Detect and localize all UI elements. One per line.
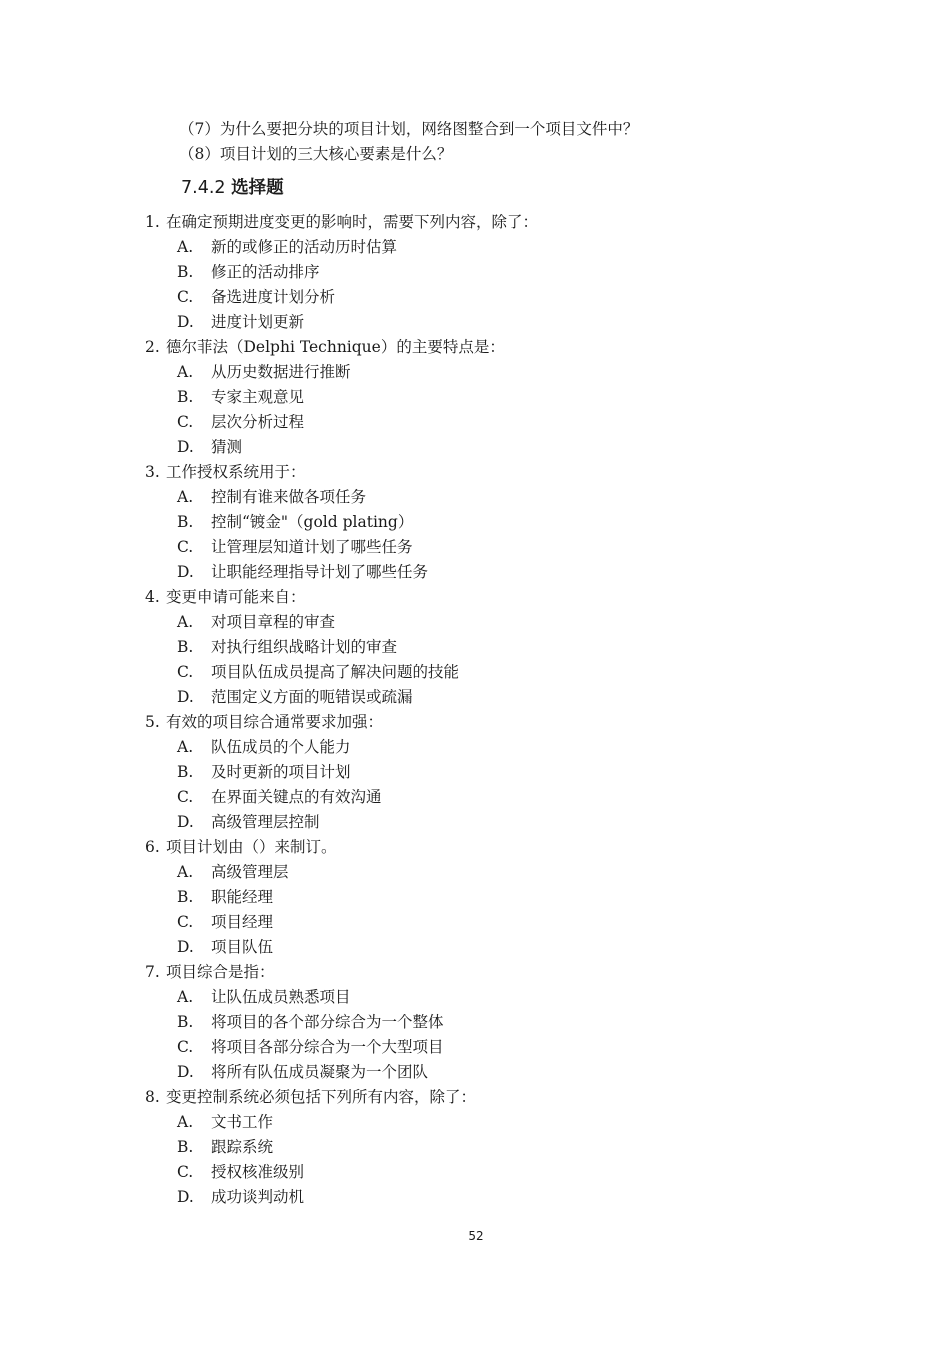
option-text: 猜测 [211,438,243,456]
option-text: 将项目的各个部分综合为一个整体 [211,1013,444,1031]
answer-option [0,1010,952,1035]
option-text: 专家主观意见 [211,388,305,406]
answer-option [0,1185,952,1210]
option-text: 对项目章程的审查 [211,613,336,631]
option-text: 职能经理 [211,888,274,906]
option-text: 高级管理层 [211,863,289,881]
answer-option [0,610,952,635]
answer-option [0,1160,952,1185]
question-stem [0,960,952,985]
option-text: 项目队伍成员提高了解决问题的技能 [211,663,460,681]
question-text: 项目计划由（）来制订。 [166,838,337,856]
question-item [0,960,952,1085]
question-text: 工作授权系统用于： [166,463,306,481]
answer-option [0,860,952,885]
answer-option [0,1110,952,1135]
answer-option [0,435,952,460]
question-number: 5. [145,713,160,731]
option-letter: C. [177,538,194,556]
option-text: 范围定义方面的呃错误或疏漏 [211,688,413,706]
option-letter: A. [177,488,194,506]
option-text: 将所有队伍成员凝聚为一个团队 [211,1063,429,1081]
question-number: 2. [145,338,160,356]
answer-option [0,685,952,710]
option-text: 授权核准级别 [211,1163,305,1181]
option-text: 备选进度计划分析 [211,288,336,306]
section-number: 7.4.2 [181,178,226,198]
answer-option [0,1060,952,1085]
question-number: 6. [145,838,160,856]
option-letter: D. [177,438,194,456]
answer-option [0,510,952,535]
question-item [0,835,952,960]
option-letter: B. [177,638,194,656]
answer-option [0,935,952,960]
answer-option [0,310,952,335]
option-letter: B. [177,763,194,781]
option-text: 让管理层知道计划了哪些任务 [211,538,413,556]
question-stem [0,460,952,485]
question-text: 变更控制系统必须包括下列所有内容，除了： [166,1088,477,1106]
page-number: 52 [468,1229,484,1243]
option-letter: D. [177,688,194,706]
question-list [0,210,952,1210]
answer-option [0,985,952,1010]
answer-option [0,410,952,435]
option-text: 队伍成员的个人能力 [211,738,351,756]
answer-option [0,260,952,285]
option-letter: B. [177,263,194,281]
answer-option [0,235,952,260]
option-letter: B. [177,513,194,531]
section-title: 选择题 [231,178,284,198]
answer-option [0,535,952,560]
option-text: 在界面关键点的有效沟通 [211,788,382,806]
option-text: 将项目各部分综合为一个大型项目 [211,1038,444,1056]
answer-option [0,735,952,760]
option-text: 控制有谁来做各项任务 [211,488,367,506]
answer-option [0,810,952,835]
answer-option [0,660,952,685]
option-letter: C. [177,913,194,931]
question-stem [0,710,952,735]
question-stem [0,835,952,860]
option-letter: A. [177,988,194,1006]
option-text: 让队伍成员熟悉项目 [211,988,351,1006]
option-letter: C. [177,788,194,806]
question-item [0,710,952,835]
question-stem [0,585,952,610]
answer-option [0,760,952,785]
option-letter: C. [177,1038,194,1056]
question-text: 德尔菲法（Delphi Technique）的主要特点是： [166,338,505,356]
question-number: 3. [145,463,160,481]
option-text: 新的或修正的活动历时估算 [211,238,398,256]
option-letter: B. [177,888,194,906]
question-stem [0,210,952,235]
option-letter: D. [177,1063,194,1081]
answer-option [0,885,952,910]
question-stem [0,335,952,360]
answer-option [0,1135,952,1160]
option-letter: A. [177,1113,194,1131]
answer-option [0,560,952,585]
question-item [0,585,952,710]
option-letter: B. [177,1138,194,1156]
question-number: 8. [145,1088,160,1106]
option-letter: C. [177,1163,194,1181]
option-text: 从历史数据进行推断 [211,363,351,381]
intro-question-7: （7）为什么要把分块的项目计划，网络图整合到一个项目文件中？ [179,120,639,138]
question-number: 1. [145,213,160,231]
option-letter: C. [177,288,194,306]
option-text: 对执行组织战略计划的审查 [211,638,398,656]
question-number: 4. [145,588,160,606]
option-text: 跟踪系统 [211,1138,274,1156]
option-letter: C. [177,413,194,431]
answer-option [0,360,952,385]
option-letter: D. [177,813,194,831]
answer-option [0,385,952,410]
question-text: 变更申请可能来自： [166,588,306,606]
option-text: 及时更新的项目计划 [211,763,351,781]
option-letter: A. [177,613,194,631]
answer-option [0,1035,952,1060]
option-letter: A. [177,863,194,881]
option-letter: A. [177,738,194,756]
option-text: 进度计划更新 [211,313,305,331]
option-letter: D. [177,1188,194,1206]
section-heading [181,176,284,200]
question-text: 项目综合是指： [166,963,275,981]
option-text: 高级管理层控制 [211,813,320,831]
option-text: 让职能经理指导计划了哪些任务 [211,563,429,581]
option-letter: D. [177,313,194,331]
option-text: 修正的活动排序 [211,263,320,281]
answer-option [0,285,952,310]
option-text: 项目队伍 [211,938,274,956]
option-letter: D. [177,563,194,581]
question-number: 7. [145,963,160,981]
option-letter: A. [177,363,194,381]
option-text: 成功谈判动机 [211,1188,305,1206]
option-text: 控制“镀金"（gold plating） [211,513,414,531]
intro-question-8: （8）项目计划的三大核心要素是什么？ [179,145,453,163]
answer-option [0,485,952,510]
question-item [0,1085,952,1210]
option-text: 文书工作 [211,1113,274,1131]
question-text: 有效的项目综合通常要求加强： [166,713,384,731]
option-letter: A. [177,238,194,256]
question-stem [0,1085,952,1110]
question-text: 在确定预期进度变更的影响时，需要下列内容，除了： [166,213,539,231]
option-letter: C. [177,663,194,681]
question-item [0,460,952,585]
question-item [0,335,952,460]
option-letter: B. [177,388,194,406]
option-letter: D. [177,938,194,956]
question-item [0,210,952,335]
option-letter: B. [177,1013,194,1031]
option-text: 项目经理 [211,913,274,931]
option-text: 层次分析过程 [211,413,305,431]
answer-option [0,635,952,660]
answer-option [0,785,952,810]
answer-option [0,910,952,935]
